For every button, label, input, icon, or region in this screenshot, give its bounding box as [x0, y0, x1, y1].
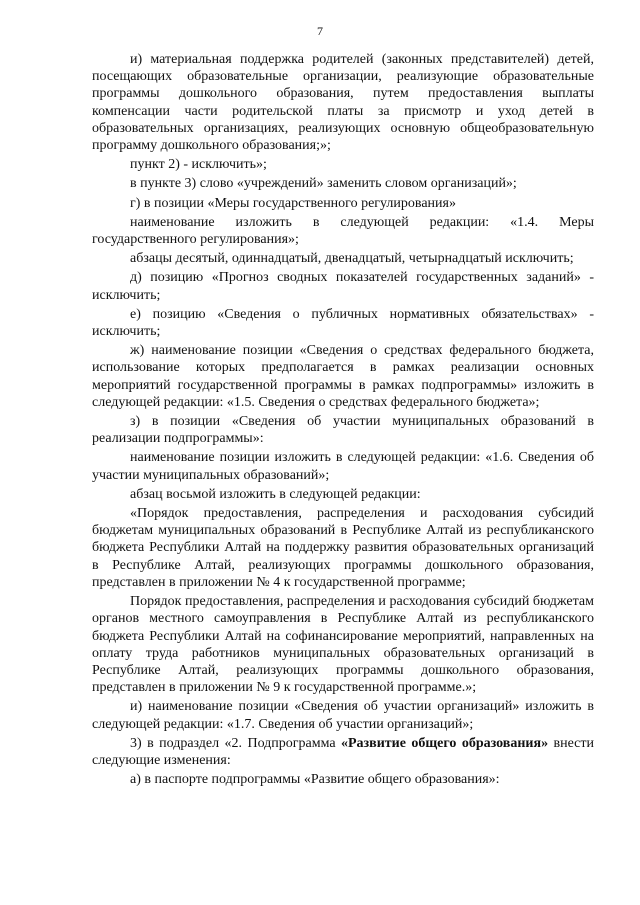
- paragraph: абзацы десятый, одиннадцатый, двенадцатый, четырнадцатый исключить;: [130, 251, 574, 267]
- paragraph: ж) наименование позиции «Сведения о средствах федерального бюджета, использование которых предполагается в рамках реализации основных мероприятий государственной программы в рамках подпрограммы» изложить в следующей редакции: «1.5. Сведения о средствах федерального бюджета»;: [92, 343, 594, 410]
- paragraph-text: внести следующие изменения:: [92, 735, 594, 768]
- paragraph: [92, 735, 594, 769]
- subprogram-title: «Развитие общего образования»: [340, 735, 549, 751]
- paragraph-text: 3) в подраздел «2. Подпрограмма: [130, 735, 341, 751]
- paragraph: абзац восьмой изложить в следующей редакции:: [130, 486, 421, 502]
- paragraph: Порядок предоставления, распределения и расходования субсидий бюджетам органов местного самоуправления в Республике Алтай из республиканского бюджета Республики Алтай на софинансирование мероприятий, направленных на оплату труда работников муниципальных образовательных организаций в Республике Алтай, реализующих программы дошкольного образования, представлен в приложении № 9 к государственной программе.»;: [92, 594, 594, 696]
- paragraph: наименование позиции изложить в следующей редакции: «1.6. Сведения об участии муниципальных образований»;: [92, 450, 594, 483]
- paragraph: наименование изложить в следующей редакции: «1.4. Меры государственного регулирования»;: [92, 214, 594, 248]
- paragraph: в пункте 3) слово «учреждений» заменить словом организаций»;: [130, 176, 517, 192]
- paragraph: е) позицию «Сведения о публичных нормативных обязательствах» - исключить;: [92, 306, 594, 340]
- paragraph: и) материальная поддержка родителей (законных представителей) детей, посещающих образовательные организации, реализующие образовательные программы дошкольного образования, путем предоставления выплаты компенсации части родительской платы за присмотр и уход детей в образовательных организациях, реализующих основную общеобразовательную программу дошкольного образования;»;: [92, 52, 594, 154]
- paragraph: пункт 2) - исключить»;: [130, 157, 267, 173]
- page-number: 7: [317, 24, 323, 38]
- paragraph: д) позицию «Прогноз сводных показателей государственных заданий» - исключить;: [92, 270, 594, 303]
- paragraph: «Порядок предоставления, распределения и расходования субсидий бюджетам муниципальных образований в Республике Алтай из республиканского бюджета Республики Алтай на поддержку развития образовательных организаций в Республике Алтай, реализующих программы дошкольного образования, представлен в приложении № 4 к государственной программе;: [92, 506, 594, 590]
- document-body: [92, 51, 594, 788]
- paragraph: а) в паспорте подпрограммы «Развитие общего образования»:: [130, 772, 500, 788]
- paragraph: и) наименование позиции «Сведения об участии организаций» изложить в следующей редакции: «1.7. Сведения об участии организаций»;: [92, 699, 594, 732]
- paragraph: г) в позиции «Меры государственного регулирования»: [130, 195, 456, 211]
- paragraph: з) в позиции «Сведения об участии муниципальных образований в реализации подпрограммы»:: [92, 414, 594, 447]
